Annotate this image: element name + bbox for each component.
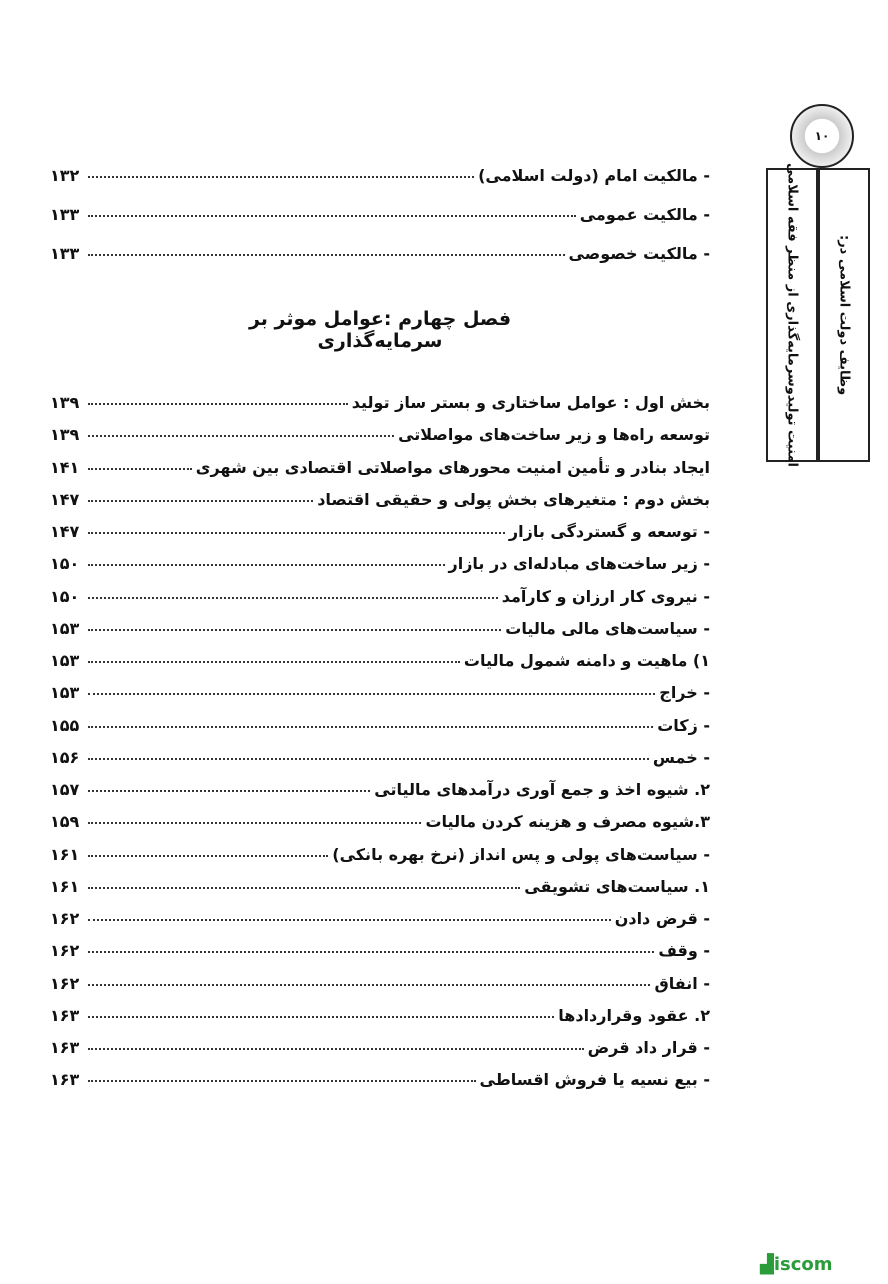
- toc-entry: [50, 834, 710, 864]
- entry-page: ۱۳۲: [50, 166, 80, 185]
- toc-entry: [50, 511, 710, 541]
- entry-page: ۱۴۷: [50, 489, 80, 509]
- toc-entry: [50, 576, 710, 606]
- dot-leader: [88, 532, 505, 534]
- dot-leader: [88, 822, 421, 824]
- dot-leader: [88, 1080, 476, 1082]
- entry-title: ۱) ماهیت و دامنه شمول مالیات: [463, 651, 710, 670]
- running-header-tab: [764, 104, 876, 467]
- dot-leader: [88, 855, 328, 857]
- running-title: [818, 168, 870, 462]
- entry-title: - نیروی کار ارزان و کارآمد: [501, 586, 710, 606]
- entry-title: ایجاد بنادر و تأمین امنیت محورهای مواصلاتی اقتصادی بین شهری: [195, 457, 710, 477]
- dot-leader: [88, 176, 474, 178]
- entry-title: بخش دوم : متغیرهای بخش پولی و حقیقی اقتصاد: [317, 489, 710, 509]
- page-number: ۱۰: [790, 104, 854, 168]
- dot-leader: [88, 435, 394, 437]
- entry-title: - مالکیت عمومی: [579, 205, 710, 224]
- entry-title: - توسعه و گستردگی بازار: [508, 522, 710, 541]
- entry-page: ۱۳۳: [50, 205, 80, 224]
- toc-entry: [50, 479, 710, 509]
- entry-title: - وقف: [658, 941, 710, 961]
- running-subtitle: [766, 163, 818, 467]
- dot-leader: [88, 790, 370, 792]
- toc-entry: [50, 233, 710, 263]
- dot-leader: [88, 951, 654, 953]
- entry-title: ۱. سیاست‌های تشویقی: [524, 876, 710, 896]
- dot-leader: [88, 254, 565, 256]
- entry-title: - مالکیت خصوصی: [568, 244, 710, 263]
- entry-page: ۱۵۰: [50, 554, 80, 574]
- dot-leader: [88, 629, 501, 631]
- entry-page: ۱۶۲: [50, 973, 80, 993]
- toc-entry: [50, 995, 710, 1025]
- entry-page: ۱۳۳: [50, 244, 80, 263]
- chapter-heading: فصل چهارم :عوامل موثر بر سرمایه‌گذاری: [248, 308, 512, 352]
- entry-page: ۱۵۷: [50, 780, 80, 799]
- toc-entry: [50, 672, 710, 702]
- entry-title: - زیر ساخت‌های مبادله‌ای در بازار: [448, 554, 710, 574]
- entry-page: ۱۶۱: [50, 844, 80, 864]
- entry-page: ۱۳۹: [50, 393, 80, 412]
- entry-title: ۲. عقود وقراردادها: [558, 1005, 710, 1025]
- dot-leader: [88, 919, 611, 921]
- entry-page: ۱۶۲: [50, 941, 80, 961]
- toc-entry: [50, 414, 710, 444]
- entry-page: ۱۵۳: [50, 683, 80, 703]
- toc-entry: [50, 963, 710, 993]
- dot-leader: [88, 1048, 584, 1050]
- giscom-logo: ▟iscom: [760, 1254, 833, 1275]
- toc-entry: [50, 194, 710, 224]
- entry-title: - مالکیت امام (دولت اسلامی): [478, 166, 710, 185]
- dot-leader: [88, 597, 498, 599]
- toc-entry: [50, 737, 710, 767]
- entry-page: ۱۶۳: [50, 1005, 80, 1025]
- entry-title: - قرار داد قرض: [587, 1038, 710, 1057]
- entry-page: ۱۳۹: [50, 425, 80, 445]
- entry-page: ۱۵۳: [50, 651, 80, 670]
- entry-page: ۱۵۳: [50, 618, 80, 638]
- toc-entry: [50, 543, 710, 573]
- entry-page: ۱۴۷: [50, 522, 80, 541]
- toc-entry: [50, 155, 710, 185]
- dot-leader: [88, 984, 650, 986]
- dot-leader: [88, 661, 460, 663]
- entry-title: - خمس: [652, 747, 710, 767]
- entry-page: ۱۶۳: [50, 1070, 80, 1090]
- entry-title: ۲. شیوه اخذ و جمع آوری درآمدهای مالیاتی: [374, 780, 710, 799]
- toc-entry: [50, 1059, 710, 1089]
- entry-title: - بیع نسیه یا فروش اقساطی: [479, 1070, 710, 1090]
- toc-entry: [50, 608, 710, 638]
- dot-leader: [88, 215, 576, 217]
- toc-entry: [50, 447, 710, 477]
- toc-entry: [50, 898, 710, 928]
- dot-leader: [88, 564, 445, 566]
- entry-title: - سیاست‌های مالی مالیات: [505, 618, 710, 638]
- dot-leader: [88, 1016, 554, 1018]
- entry-page: ۱۵۹: [50, 812, 80, 832]
- entry-title: - قرض دادن: [614, 909, 710, 928]
- entry-title: - سیاست‌های پولی و پس انداز (نرخ بهره بانکی): [332, 844, 710, 864]
- dot-leader: [88, 693, 655, 695]
- entry-title: توسعه راه‌ها و زیر ساخت‌های مواصلاتی: [398, 425, 710, 445]
- running-subtitle-text: امنیت تولیدوسرمایه‌گذاری از منظر فقه اسلامی: [784, 163, 800, 467]
- entry-page: ۱۶۲: [50, 909, 80, 928]
- toc-entry: [50, 1027, 710, 1057]
- entry-title: بخش اول : عوامل ساختاری و بستر ساز تولید: [351, 393, 710, 412]
- toc-entry: [50, 640, 710, 670]
- entry-page: ۱۴۱: [50, 457, 80, 477]
- dot-leader: [88, 726, 653, 728]
- toc-entry: [50, 705, 710, 735]
- dot-leader: [88, 500, 313, 502]
- entry-page: ۱۶۳: [50, 1038, 80, 1057]
- running-title-text: وظایف دولت اسلامی در:: [836, 234, 852, 396]
- dot-leader: [88, 403, 348, 405]
- entry-page: ۱۵۶: [50, 747, 80, 767]
- entry-title: ۳.شیوه مصرف و هزینه کردن مالیات: [425, 812, 710, 832]
- dot-leader: [88, 758, 649, 760]
- toc-entry: [50, 769, 710, 799]
- dot-leader: [88, 468, 192, 470]
- entry-page: ۱۵۵: [50, 715, 80, 735]
- toc-entry: [50, 801, 710, 831]
- toc-entry: [50, 930, 710, 960]
- entry-page: ۱۶۱: [50, 876, 80, 896]
- toc-entry: [50, 866, 710, 896]
- entry-title: - زکات: [657, 715, 710, 735]
- entry-title: - خراج: [659, 683, 710, 703]
- toc-entry: [50, 382, 710, 412]
- dot-leader: [88, 887, 520, 889]
- entry-title: - انفاق: [654, 973, 710, 993]
- entry-page: ۱۵۰: [50, 586, 80, 606]
